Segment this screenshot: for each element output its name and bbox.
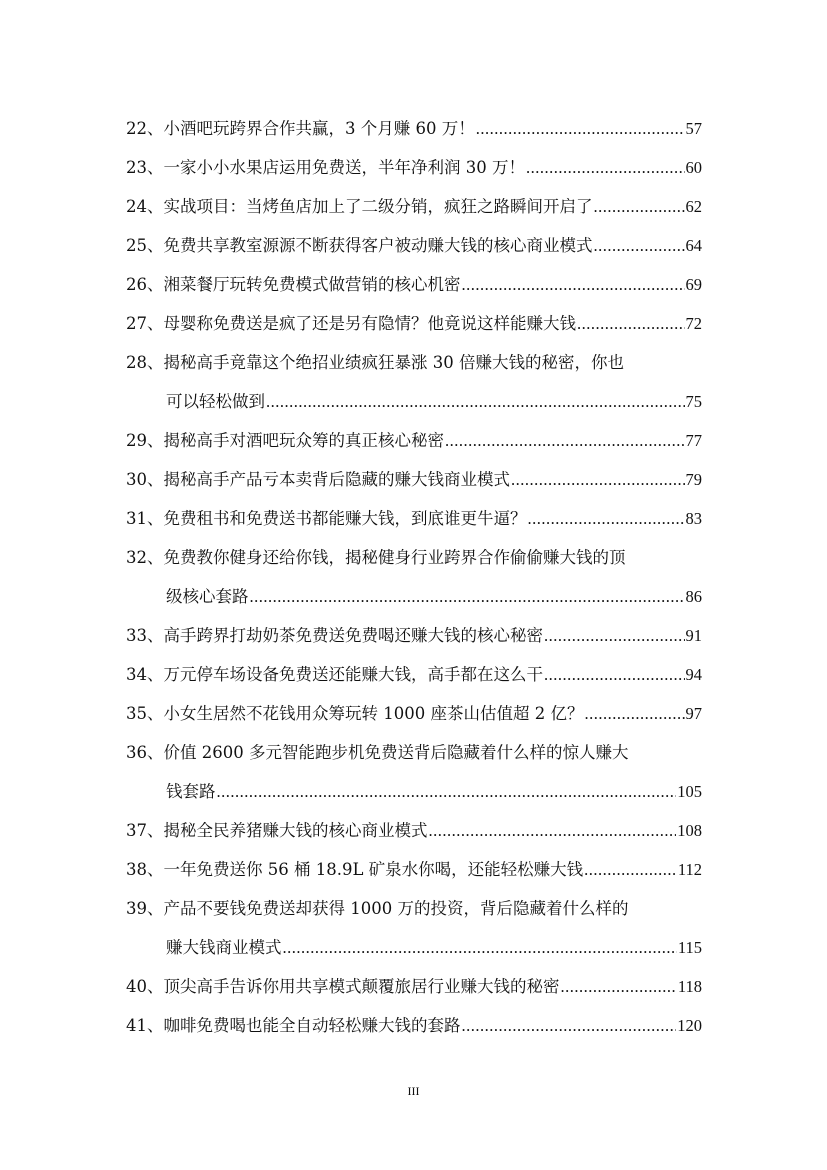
dot-leader [266,382,685,421]
toc-entry-31[interactable] [126,499,702,538]
entry-number: 39、 [126,899,164,918]
dot-leader [462,1006,677,1045]
toc-entry-27[interactable] [126,304,702,343]
entry-title: 免费租书和免费送书都能赚大钱，到底谁更牛逼？ [163,509,527,528]
entry-number: 24、 [126,197,164,216]
footer-page-number: III [407,1084,420,1098]
toc-entry-37[interactable] [126,811,702,850]
dot-leader [594,226,685,265]
entry-number: 38、 [126,860,164,879]
toc-entry-22[interactable] [126,109,702,148]
entry-number: 27、 [126,314,164,333]
entry-title-line2: 钱套路 [166,782,216,801]
page-number: 97 [685,704,702,723]
entry-number: 34、 [126,665,164,684]
dot-leader [429,811,677,850]
page-number: 118 [677,977,702,996]
dot-leader [561,967,677,1006]
page-number: 94 [685,665,702,684]
page-number: 64 [685,236,702,255]
toc-entry-36[interactable] [126,733,702,811]
page-number: 75 [685,392,702,411]
entry-number: 32、 [126,548,164,567]
entry-number: 41、 [126,1016,164,1035]
page-number: 86 [685,587,702,606]
entry-number: 33、 [126,626,164,645]
page-number: 77 [685,431,702,450]
page-number: 60 [685,158,702,177]
entry-title: 顶尖高手告诉你用共享模式颠覆旅居行业赚大钱的秘密 [163,977,560,996]
entry-title: 高手跨界打劫奶茶免费送免费喝还赚大钱的核心秘密 [163,626,543,645]
dot-leader [462,265,685,304]
toc-entry-25[interactable] [126,226,702,265]
toc-entry-40[interactable] [126,967,702,1006]
entry-title: 小酒吧玩跨界合作共赢，3 个月赚 60 万！ [163,119,475,138]
dot-leader [526,148,685,187]
entry-title-line1: 揭秘高手竟靠这个绝招业绩疯狂暴涨 30 倍赚大钱的秘密，你也 [163,353,624,372]
table-of-contents [126,109,702,1045]
page-number: 120 [677,1016,702,1035]
toc-entry-29[interactable] [126,421,702,460]
page-number: 57 [685,119,702,138]
toc-entry-24[interactable] [126,187,702,226]
page-number: 83 [685,509,702,528]
toc-entry-32[interactable] [126,538,702,616]
entry-title: 揭秘全民养猪赚大钱的核心商业模式 [163,821,428,840]
entry-title: 咖啡免费喝也能全自动轻松赚大钱的套路 [163,1016,461,1035]
toc-entry-28[interactable] [126,343,702,421]
dot-leader [584,850,677,889]
dot-leader [577,304,685,343]
entry-title: 万元停车场设备免费送还能赚大钱，高手都在这么干 [163,665,543,684]
entry-title-line1: 免费教你健身还给你钱，揭秘健身行业跨界合作偷偷赚大钱的顶 [163,548,626,567]
page-number: 105 [677,782,702,801]
entry-title-line2: 赚大钱商业模式 [166,938,282,957]
page-number: 69 [685,275,702,294]
entry-number: 23、 [126,158,164,177]
entry-number: 22、 [126,119,164,138]
entry-number: 35、 [126,704,164,723]
toc-entry-23[interactable] [126,148,702,187]
dot-leader [528,499,685,538]
entry-title: 湘菜餐厅玩转免费模式做营销的核心机密 [163,275,461,294]
entry-title: 一家小小水果店运用免费送，半年净利润 30 万！ [163,158,525,177]
page-number: 112 [677,860,702,879]
toc-entry-30[interactable] [126,460,702,499]
dot-leader [445,421,685,460]
dot-leader [511,460,685,499]
dot-leader [250,577,685,616]
entry-title: 一年免费送你 56 桶 18.9L 矿泉水你喝，还能轻松赚大钱 [163,860,584,879]
page-number: 79 [685,470,702,489]
toc-entry-33[interactable] [126,616,702,655]
page-number: 108 [677,821,702,840]
entry-number: 28、 [126,353,164,372]
entry-title: 实战项目：当烤鱼店加上了二级分销，疯狂之路瞬间开启了 [163,197,593,216]
entry-number: 29、 [126,431,164,450]
dot-leader [476,109,685,148]
entry-title-line1: 产品不要钱免费送却获得 1000 万的投资，背后隐藏着什么样的 [163,899,629,918]
page-number: 62 [685,197,702,216]
toc-entry-26[interactable] [126,265,702,304]
dot-leader [217,772,677,811]
dot-leader [544,616,685,655]
dot-leader [544,655,685,694]
page-number: 72 [685,314,702,333]
toc-entry-38[interactable] [126,850,702,889]
entry-number: 25、 [126,236,164,255]
toc-entry-39[interactable] [126,889,702,967]
entry-title: 揭秘高手产品亏本卖背后隐藏的赚大钱商业模式 [163,470,510,489]
dot-leader [594,187,685,226]
entry-number: 40、 [126,977,164,996]
entry-title: 母婴称免费送是疯了还是另有隐情？他竟说这样能赚大钱 [163,314,576,333]
page-number: 115 [677,938,702,957]
entry-title: 免费共享教室源源不断获得客户被动赚大钱的核心商业模式 [163,236,593,255]
entry-title-line1: 价值 2600 多元智能跑步机免费送背后隐藏着什么样的惊人赚大 [163,743,629,762]
entry-title-line2: 级核心套路 [166,587,249,606]
entry-number: 26、 [126,275,164,294]
entry-title-line2: 可以轻松做到 [166,392,265,411]
entry-number: 30、 [126,470,164,489]
entry-number: 37、 [126,821,164,840]
entry-title: 小女生居然不花钱用众筹玩转 1000 座茶山估值超 2 亿？ [163,704,584,723]
toc-entry-41[interactable] [126,1006,702,1045]
dot-leader [584,694,684,733]
page-number: 91 [685,626,702,645]
toc-entry-35[interactable] [126,694,702,733]
toc-entry-34[interactable] [126,655,702,694]
dot-leader [283,928,677,967]
entry-number: 36、 [126,743,164,762]
entry-number: 31、 [126,509,164,528]
entry-title: 揭秘高手对酒吧玩众筹的真正核心秘密 [163,431,444,450]
